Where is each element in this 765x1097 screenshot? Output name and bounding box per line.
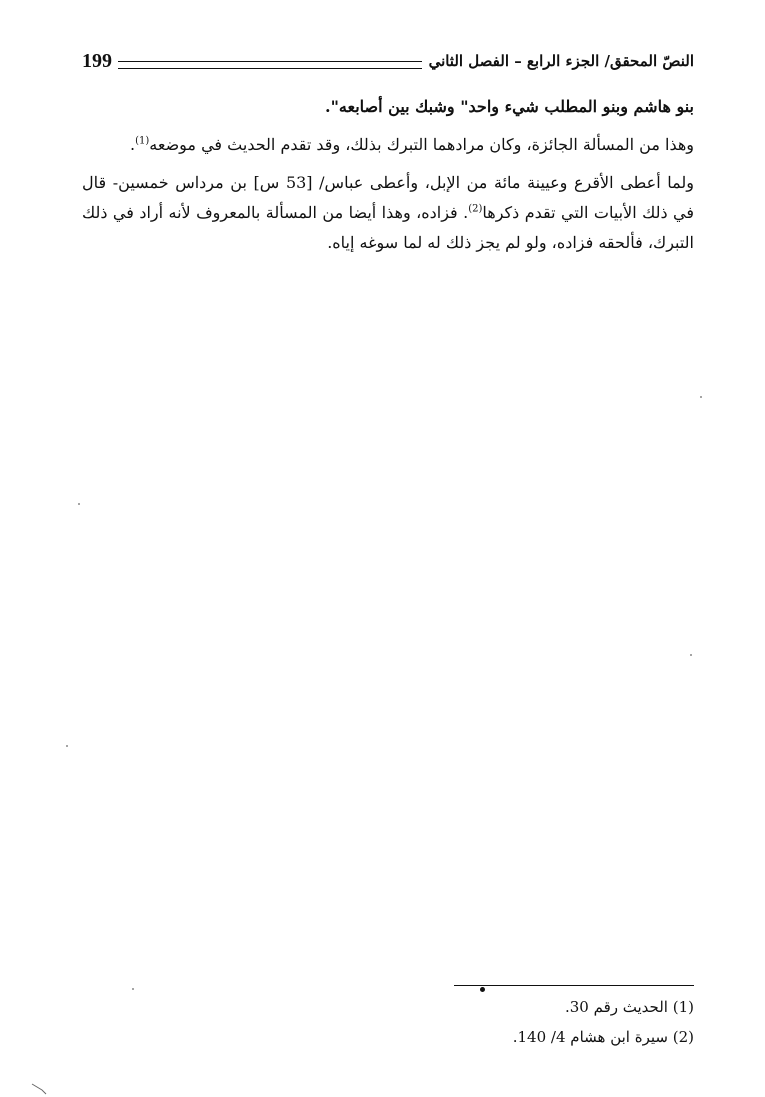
footnote-1: (1) الحديث رقم 30. xyxy=(564,998,694,1016)
paragraph-3-text-b: . فزاده، وهذا أيضا من المسألة بالمعروف لأنه أراد في ذلك التبرك، فألحقه فزاده، ولو لم يجز ذلك له لما سوغه إياه. xyxy=(82,203,694,252)
footnote-ref-1: (1) xyxy=(135,135,150,147)
footnote-2: (2) سيرة ابن هشام 4/ 140. xyxy=(512,1028,694,1046)
page-number: 199 xyxy=(82,50,112,72)
paragraph-2: وهذا من المسألة الجائزة، وكان مرادهما التبرك بذلك، وقد تقدم الحديث في موضعه$^{(1)}$. xyxy=(130,135,694,154)
paragraph-2-text: وهذا من المسألة الجائزة، وكان مرادهما التبرك بذلك، وقد تقدم الحديث في موضعه xyxy=(149,135,694,154)
scan-mark xyxy=(30,1082,50,1096)
header-double-rule xyxy=(118,61,422,69)
paragraph-3-text-a: ولما أعطى الأقرع وعيينة مائة من الإبل، وأعطى عباس/ [53 س] بن مرداس خمسين- قال في ذلك الأبيات التي تقدم ذكرها xyxy=(82,173,695,222)
scan-speck xyxy=(690,654,692,656)
page-header xyxy=(82,50,694,78)
scan-speck xyxy=(66,745,68,747)
footnotes xyxy=(394,992,694,1052)
paragraph-3 xyxy=(82,168,694,258)
footnote-ref-2: (2) xyxy=(468,203,483,215)
scan-speck xyxy=(78,503,80,505)
body-text xyxy=(82,92,694,266)
footnote-separator xyxy=(454,985,694,986)
header-title: النصّ المحقق/ الجزء الرابع – الفصل الثاني xyxy=(428,52,694,70)
scan-speck xyxy=(132,988,134,990)
scan-speck xyxy=(700,396,702,398)
paragraph-1: بنو هاشم وبنو المطلب شيء واحد" وشبك بين أصابعه". xyxy=(325,97,694,116)
